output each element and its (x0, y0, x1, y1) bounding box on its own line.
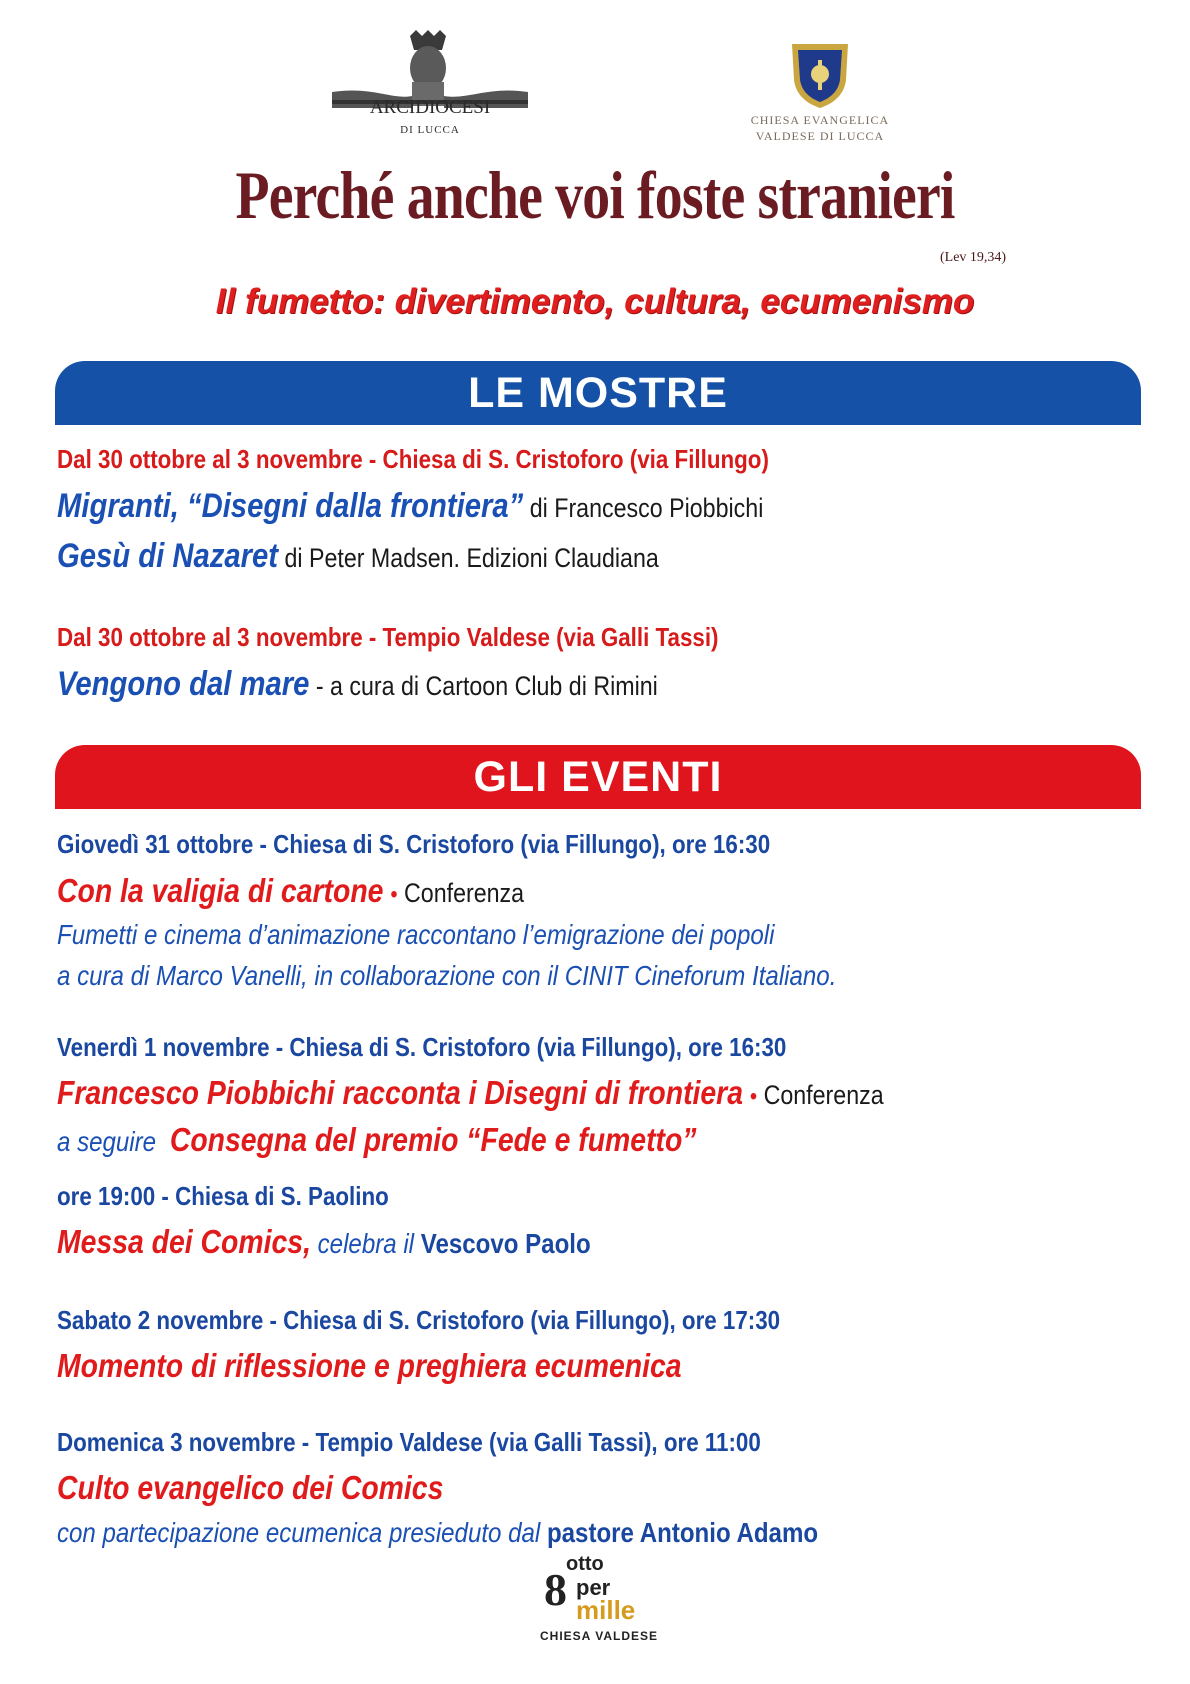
bullet-icon: • (749, 1083, 758, 1110)
event4-title: Momento di riflessione e preghiera ecumenica (57, 1347, 682, 1384)
mostre-item-vengono (57, 666, 756, 704)
event5-title: Culto evangelico dei Comics (57, 1469, 444, 1506)
poster-title: Perché anche voi foste stranieri (235, 157, 955, 233)
chiesa-evangelica-line2: VALDESE DI LUCCA (755, 129, 885, 143)
event3-who: Vescovo Paolo (420, 1228, 591, 1259)
mostre-item-migranti (57, 488, 878, 526)
mostre-item-detail: - a cura di Cartoon Club di Rimini (309, 671, 658, 701)
otto-per-mille-logo (540, 1553, 670, 1653)
mostre-item-detail: di Peter Madsen. Edizioni Claudiana (278, 543, 659, 573)
event1-desc2: a cura di Marco Vanelli, in collaborazione con il CINIT Cineforum Italiano. (57, 960, 837, 991)
event2-follow-prefix: a seguire (57, 1126, 157, 1157)
event2-kind: Conferenza (757, 1080, 884, 1110)
event2-title-line (57, 1075, 1018, 1115)
eight-numeral: 8 (544, 1564, 567, 1615)
event3-title-line (57, 1224, 678, 1262)
event5-desc-line (57, 1515, 942, 1551)
mostre-item-title: Vengono dal mare (57, 665, 310, 703)
bible-reference: (Lev 19,34) (940, 250, 1007, 265)
mostre-item-title: Migranti, “Disegni dalla frontiera” (57, 487, 524, 525)
mille-word: mille (576, 1595, 636, 1625)
mostre-item-title: Gesù di Nazaret (57, 537, 279, 575)
event3-when: ore 19:00 - Chiesa di S. Paolino (57, 1181, 389, 1211)
chiesa-valdese-label: CHIESA VALDESE (540, 1629, 659, 1643)
event2-title: Francesco Piobbichi racconta i Disegni di frontiera (57, 1074, 744, 1111)
arcidiocesi-name: ARCIDIOCESI (369, 97, 491, 118)
eventi-heading: GLI EVENTI (473, 753, 723, 801)
event3-title: Messa dei Comics, (57, 1223, 311, 1260)
event2-when: Venerdì 1 novembre - Chiesa di S. Cristoforo (via Fillungo), ore 16:30 (57, 1032, 787, 1062)
otto-word: otto (566, 1553, 604, 1575)
per-word: per (576, 1575, 611, 1600)
mostre-block2-when: Dal 30 ottobre al 3 novembre - Tempio Valdese (via Galli Tassi) (57, 622, 719, 652)
eventi-banner (55, 745, 1141, 809)
event1-when: Giovedì 31 ottobre - Chiesa di S. Cristoforo (via Fillungo), ore 16:30 (57, 829, 771, 859)
chiesa-valdese-logo (740, 40, 900, 152)
event5-who: pastore Antonio Adamo (546, 1517, 819, 1548)
mostre-item-detail: di Francesco Piobbichi (523, 493, 764, 523)
mostre-heading: LE MOSTRE (468, 369, 728, 417)
mostre-item-gesu (57, 538, 757, 576)
event5-desc: con partecipazione ecumenica presieduto dal (57, 1517, 547, 1548)
arcidiocesi-logo (312, 30, 548, 142)
shield-crest-icon (740, 40, 900, 110)
event1-title: Con la valigia di cartone (57, 872, 384, 909)
poster-subtitle: Il fumetto: divertimento, cultura, ecumenismo (215, 282, 975, 321)
chiesa-evangelica-line1: CHIESA EVANGELICA (750, 113, 890, 127)
event4-when: Sabato 2 novembre - Chiesa di S. Cristoforo (via Fillungo), ore 17:30 (57, 1305, 781, 1335)
mostre-banner (55, 361, 1141, 425)
event1-kind: Conferenza (397, 878, 525, 908)
event2-follow-title: Consegna del premio “Fede e fumetto” (169, 1121, 697, 1158)
event3-mid: celebra il (310, 1228, 421, 1259)
mostre-block1-when: Dal 30 ottobre al 3 novembre - Chiesa di S. Cristoforo (via Fillungo) (57, 444, 769, 474)
bullet-icon: • (390, 881, 398, 908)
event2-follow-line (57, 1122, 801, 1160)
event5-when: Domenica 3 novembre - Tempio Valdese (via Galli Tassi), ore 11:00 (57, 1427, 761, 1457)
event1-desc1: Fumetti e cinema d’animazione raccontano l’emigrazione dei popoli (57, 919, 775, 950)
arcidiocesi-city: DI LUCCA (400, 124, 460, 136)
event1-title-line (57, 873, 600, 913)
